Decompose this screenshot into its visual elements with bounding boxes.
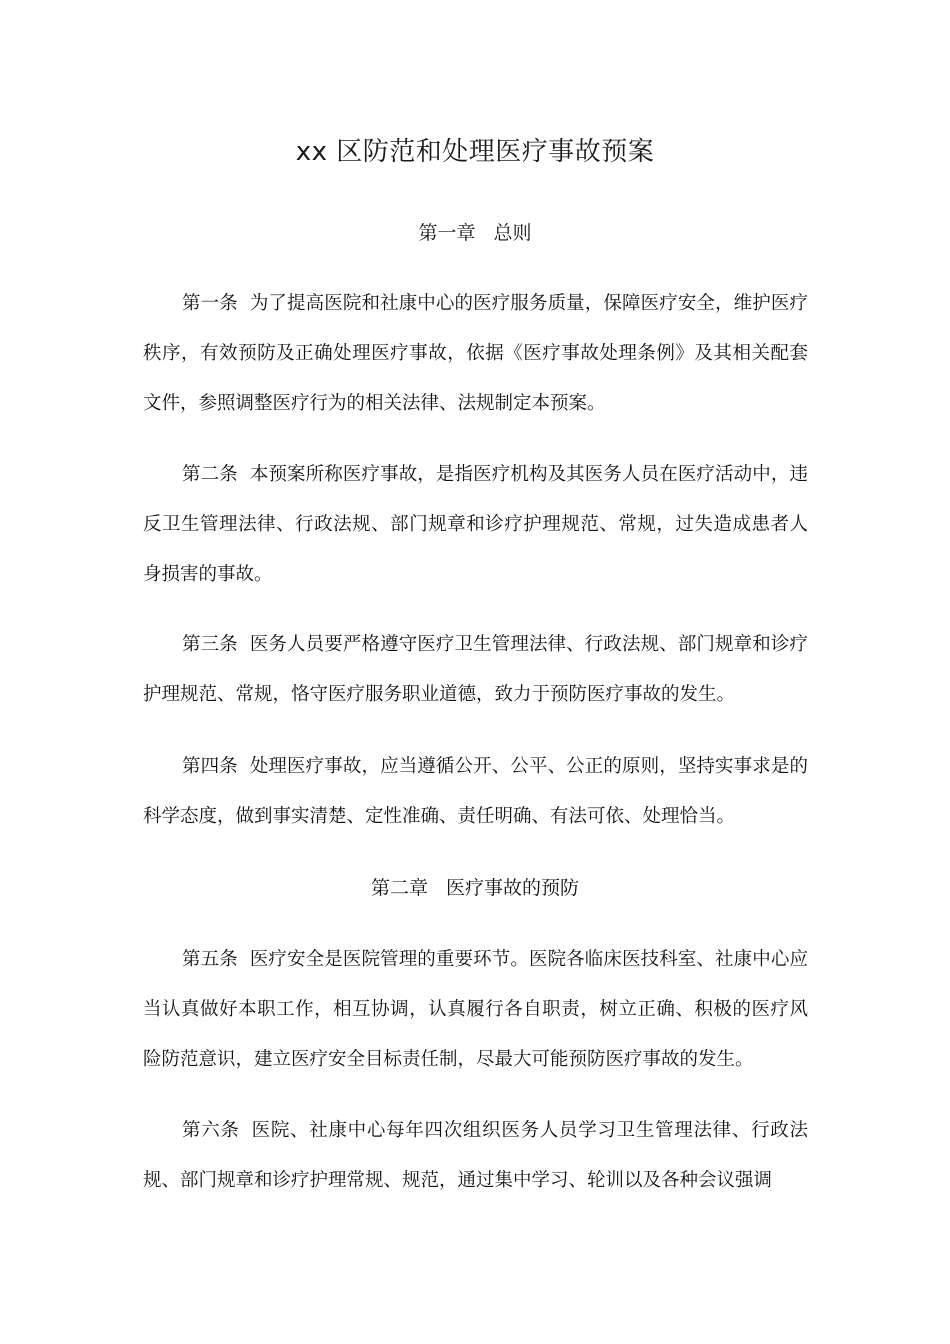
article-number: 第六条 bbox=[182, 1120, 240, 1141]
article-number: 第五条 bbox=[182, 949, 238, 970]
article-4 bbox=[143, 742, 808, 842]
article-5 bbox=[143, 935, 808, 1085]
chapter-number: 第二章 bbox=[370, 877, 428, 899]
article-text: 医务人员要严格遵守医疗卫生管理法律、行政法规、部门规章和诊疗护理规范、常规，恪守医疗服务职业道德，致力于预防医疗事故的发生。 bbox=[143, 634, 808, 705]
document-title: xx 区防范和处理医疗事故预案 bbox=[295, 137, 655, 167]
article-text: 本预案所称医疗事故，是指医疗机构及其医务人员在医疗活动中，违反卫生管理法律、行政法规、部门规章和诊疗护理规范、常规，过失造成患者人身损害的事故。 bbox=[143, 464, 808, 585]
article-6 bbox=[143, 1106, 808, 1206]
chapter-heading-1 bbox=[0, 218, 950, 248]
article-number: 第四条 bbox=[182, 756, 238, 777]
chapter-number: 第一章 bbox=[418, 222, 476, 244]
chapter-heading-2 bbox=[0, 873, 950, 903]
article-2 bbox=[143, 450, 808, 600]
article-number: 第三条 bbox=[182, 634, 238, 655]
chapter-title: 总则 bbox=[493, 222, 532, 244]
chapter-title: 医疗事故的预防 bbox=[446, 877, 580, 899]
article-number: 第二条 bbox=[182, 464, 238, 485]
article-text: 为了提高医院和社康中心的医疗服务质量，保障医疗安全，维护医疗秩序，有效预防及正确处理医疗事故，依据《医疗事故处理条例》及其相关配套文件，参照调整医疗行为的相关法律、法规制定本预案。 bbox=[143, 293, 808, 414]
article-text: 处理医疗事故，应当遵循公开、公平、公正的原则，坚持实事求是的科学态度，做到事实清楚、定性准确、责任明确、有法可依、处理恰当。 bbox=[143, 756, 808, 827]
article-text: 医院、社康中心每年四次组织医务人员学习卫生管理法律、行政法规、部门规章和诊疗护理常规、规范，通过集中学习、轮训以及各种会议强调 bbox=[143, 1120, 808, 1191]
article-1 bbox=[143, 279, 808, 429]
article-text: 医疗安全是医院管理的重要环节。医院各临床医技科室、社康中心应当认真做好本职工作，相互协调，认真履行各自职责，树立正确、积极的医疗风险防范意识，建立医疗安全目标责任制，尽最大可能预防医疗事故的发生。 bbox=[143, 949, 808, 1070]
article-number: 第一条 bbox=[182, 293, 238, 314]
article-3 bbox=[143, 620, 808, 720]
